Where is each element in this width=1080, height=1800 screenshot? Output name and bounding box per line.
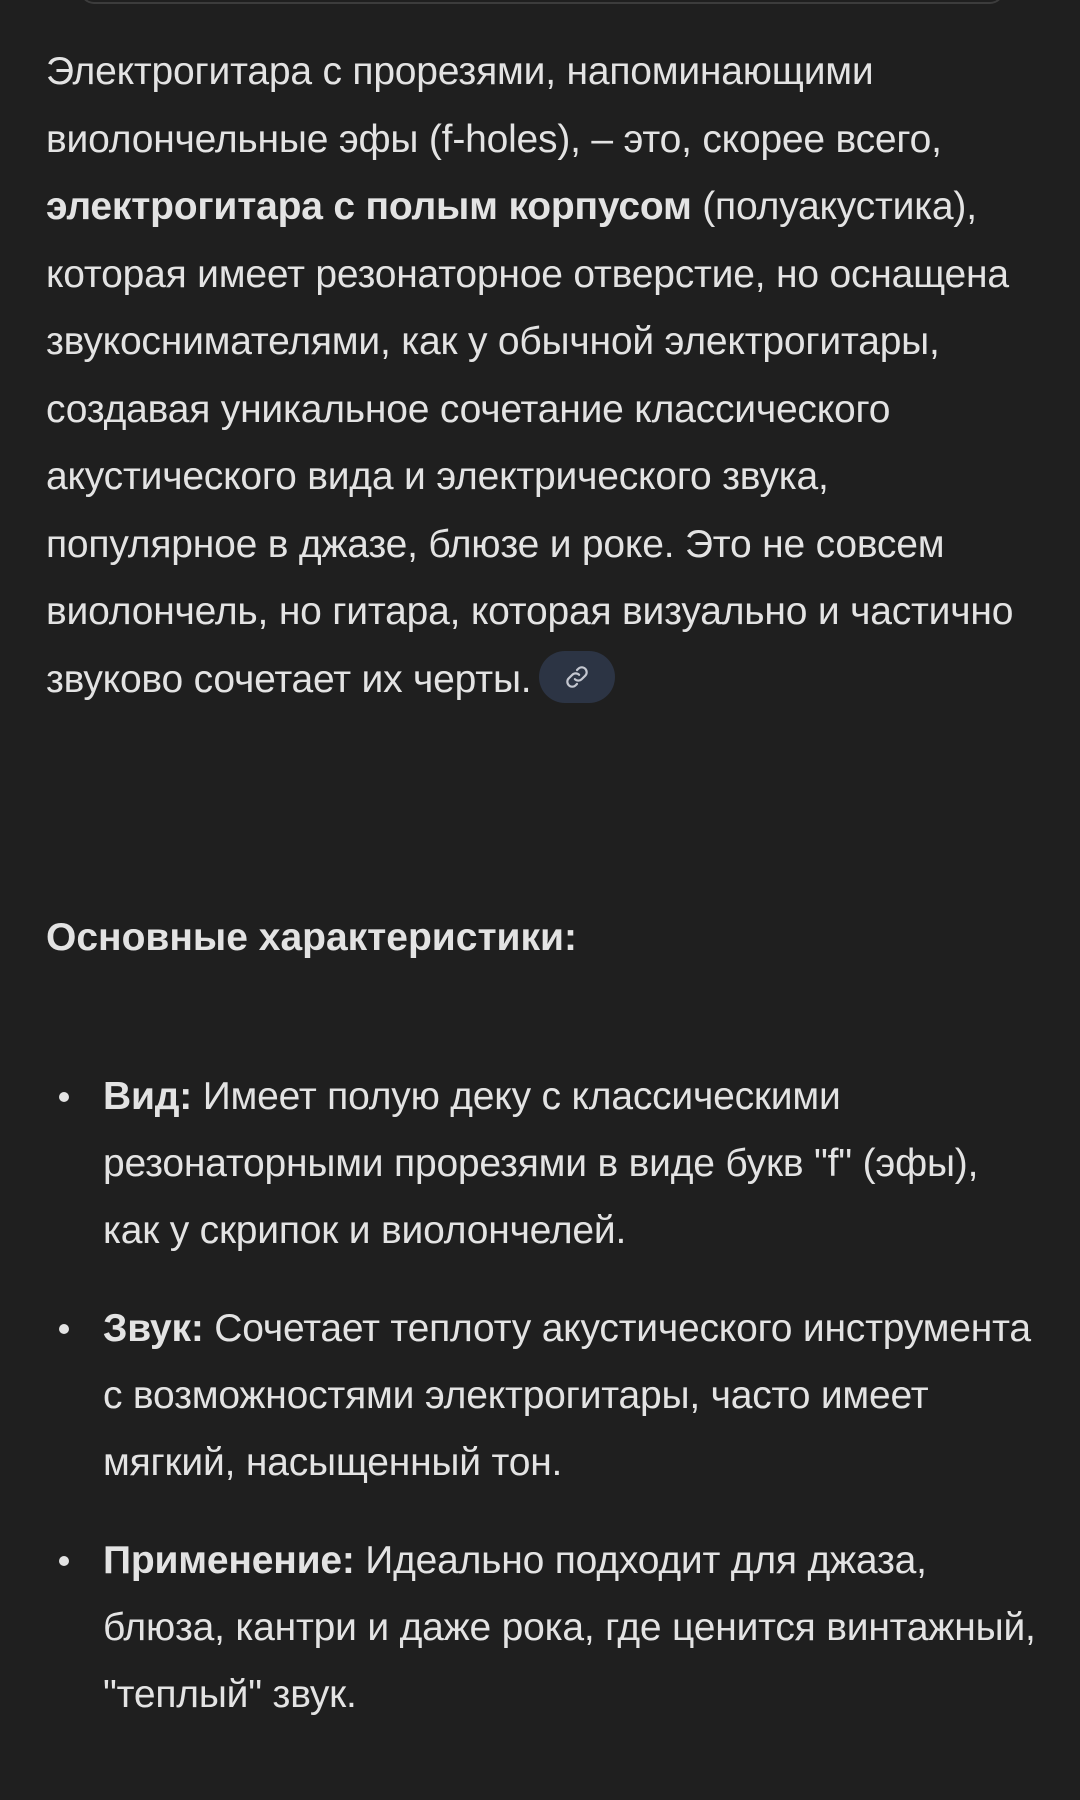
list-item [46,1527,1036,1728]
bullet-dot [59,1324,69,1334]
intro-bold-term: электрогитара с полым корпусом [46,185,692,228]
list-item-label: Применение: [103,1539,355,1582]
source-link-button[interactable] [539,651,615,703]
section-heading: Основные характеристики: [46,916,578,959]
list-item-text: Имеет полую деку с классическими резонаторными прорезями в виде букв "f" (эфы), как у скрипок и виолончелей. [103,1075,979,1252]
intro-paragraph [46,38,1036,713]
intro-text-end: (полуакустика), которая имеет резонаторное отверстие, но оснащена звукоснимателями, как у обычной электрогитары, создавая уникальное сочетание классического акустического вида и электрического звука, популярное в джазе, блюзе и роке. Это не совсем виолончель, но гитара, которая визуально и частично звуково сочетает их черты. [46,185,1014,701]
response-content [46,38,1036,1716]
bullet-dot [59,1092,69,1102]
list-item-label: Вид: [103,1075,193,1118]
intro-text-start: Электрогитара с прорезями, напоминающими виолончельные эфы (f-holes), – это, скорее всего, [46,50,942,161]
list-item [46,1063,1036,1264]
link-icon [564,664,590,690]
bullet-dot [59,1556,69,1566]
list-item-text: Идеально подходит для джаза, блюза, кантри и даже рока, где ценится винтажный, "теплый" звук. [103,1539,1036,1716]
list-item-text: Сочетает теплоту акустического инструмента с возможностями электрогитары, часто имеет мягкий, насыщенный тон. [103,1307,1031,1484]
list-item-label: Звук: [103,1307,204,1350]
list-item [46,1295,1036,1496]
input-bar-edge [80,0,1004,4]
characteristics-list [46,1063,1036,1759]
